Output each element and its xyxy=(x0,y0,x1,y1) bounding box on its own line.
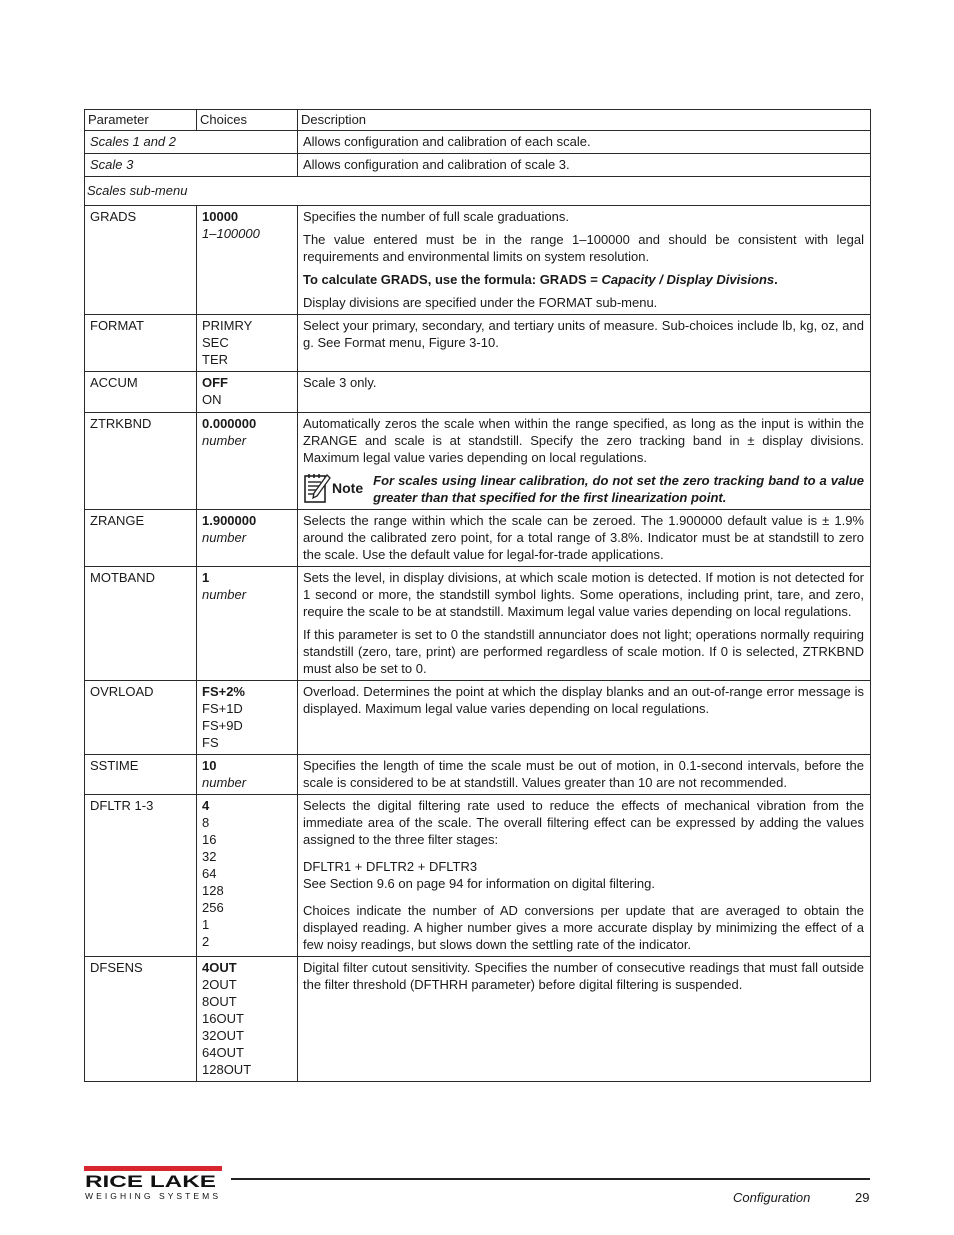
param-choices xyxy=(197,755,298,795)
submenu-row xyxy=(85,177,871,206)
intro-param: Scale 3 xyxy=(85,154,298,177)
choice-item: 64 xyxy=(202,866,217,881)
header-description: Description xyxy=(298,110,871,131)
logo-top-bar xyxy=(84,1166,222,1171)
parameter-table xyxy=(84,109,871,1082)
description-paragraph: The value entered must be in the range 1–100000 and should be consistent with legal requirements and environmental limits on system resolution. xyxy=(303,232,864,264)
param-description xyxy=(298,206,871,315)
choice-item: number xyxy=(202,433,247,448)
description-paragraph: Sets the level, in display divisions, at which scale motion is detected. If motion is not detected for 1 second or more, the standstill symbol lights. Some operations, including print, tare, and zero, require the scale to be at standstill. Maximum legal value varies depending on local regulations. xyxy=(303,570,864,619)
choice-item: number xyxy=(202,775,247,790)
param-name: ZTRKBND xyxy=(85,413,197,510)
note-text: For scales using linear calibration, do not set the zero tracking band to a value greater than that specified for the first linearization point. xyxy=(373,473,864,505)
formula-line: DFLTR1 + DFLTR2 + DFLTR3 xyxy=(303,859,478,874)
param-description xyxy=(298,681,871,755)
param-description xyxy=(298,957,871,1082)
param-name: FORMAT xyxy=(85,315,197,372)
choice-default: 1.900000 xyxy=(202,513,257,528)
description-paragraph: If this parameter is set to 0 the standstill annunciator does not light; operations normally requiring standstill (zero, tare, print) are performed regardless of scale motion. If 0 is selected, ZTRKBND must also be set to 0. xyxy=(303,627,864,676)
choice-default: 4OUT xyxy=(202,960,237,975)
param-description xyxy=(298,372,871,413)
param-description xyxy=(298,413,871,510)
choice-item: 128OUT xyxy=(202,1062,252,1077)
param-description xyxy=(298,795,871,957)
param-choices xyxy=(197,413,298,510)
choice-default: 0.000000 xyxy=(202,416,257,431)
description-paragraph: Display divisions are specified under the FORMAT sub-menu. xyxy=(303,295,658,310)
description-paragraph: Specifies the length of time the scale must be out of motion, in 0.1-second intervals, before the scale is considered to be at standstill. Values greater than 10 are not recommended. xyxy=(303,758,864,790)
table-row xyxy=(85,755,871,795)
description-paragraph: Specifies the number of full scale graduations. xyxy=(303,209,569,224)
choice-item: 64OUT xyxy=(202,1045,244,1060)
param-name: ACCUM xyxy=(85,372,197,413)
choice-default: FS+2% xyxy=(202,684,245,699)
note-badge xyxy=(303,472,363,504)
header-parameter: Parameter xyxy=(85,110,197,131)
param-description xyxy=(298,755,871,795)
description-paragraph: Digital filter cutout sensitivity. Specifies the number of consecutive readings that must fall outside the filter threshold (DFTHRH parameter) before digital filtering is suspended. xyxy=(303,960,864,992)
footer-page-number: 29 xyxy=(855,1190,870,1205)
choice-item: 1–100000 xyxy=(202,226,260,241)
param-name: MOTBAND xyxy=(85,567,197,681)
formula-lead: To calculate GRADS, use the formula: GRADS = xyxy=(303,272,602,287)
table-row xyxy=(85,372,871,413)
choice-default: 4 xyxy=(202,798,210,813)
choice-item: FS+9D xyxy=(202,718,243,733)
note-label: Note xyxy=(332,479,364,496)
formula-paragraph xyxy=(303,271,864,288)
formula-italic: Capacity / Display Divisions xyxy=(601,272,775,287)
choice-item: TER xyxy=(202,352,228,367)
choice-item: FS xyxy=(202,735,219,750)
param-description xyxy=(298,315,871,372)
choice-item: FS+1D xyxy=(202,701,243,716)
description-paragraph: Select your primary, secondary, and tertiary units of measure. Sub-choices include lb, kg, oz, and g. See Format menu, Figure 3-10. xyxy=(303,318,864,350)
param-description xyxy=(298,510,871,567)
formula-tail: . xyxy=(774,272,778,287)
table-row xyxy=(85,510,871,567)
param-choices xyxy=(197,510,298,567)
choice-item: 16 xyxy=(202,832,217,847)
param-name: ZRANGE xyxy=(85,510,197,567)
param-choices xyxy=(197,681,298,755)
description-paragraph: Choices indicate the number of AD conversions per update that are averaged to obtain the displayed reading. A higher number gives a more accurate display by minimizing the effect of a few noisy readings, but slows down the settling rate of the indicator. xyxy=(303,903,864,952)
choice-item: ON xyxy=(202,392,222,407)
table-row xyxy=(85,681,871,755)
choice-item: 32 xyxy=(202,849,217,864)
param-name: OVRLOAD xyxy=(85,681,197,755)
choice-item: 1 xyxy=(202,917,210,932)
table-row xyxy=(85,154,871,177)
choice-item: 2 xyxy=(202,934,210,949)
param-description xyxy=(298,567,871,681)
intro-param: Scales 1 and 2 xyxy=(85,131,298,154)
param-choices xyxy=(197,795,298,957)
param-choices xyxy=(197,372,298,413)
choice-default: 10 xyxy=(202,758,217,773)
table-row xyxy=(85,795,871,957)
choice-item: SEC xyxy=(202,335,229,350)
choice-default: 10000 xyxy=(202,209,239,224)
param-choices xyxy=(197,206,298,315)
intro-description: Allows configuration and calibration of each scale. xyxy=(298,131,871,154)
description-paragraph: Automatically zeros the scale when within the range specified, as long as the input is within the ZRANGE and scale is at standstill. Specify the zero tracking band in ± display divisions. Maximum legal value varies depending on local regulations. xyxy=(303,416,864,465)
param-choices xyxy=(197,957,298,1082)
description-paragraph: See Section 9.6 on page 94 for information on digital filtering. xyxy=(303,876,655,891)
param-name: GRADS xyxy=(85,206,197,315)
description-paragraph: Selects the range within which the scale can be zeroed. The 1.900000 default value is ± 1.9% around the calibrated zero point, for a total range of 3.8%. Indicator must be at standstill to zero the scale. Use the default value for legal-for-trade applications. xyxy=(303,513,864,562)
header-choices: Choices xyxy=(197,110,298,131)
footer-section-name: Configuration xyxy=(733,1190,811,1205)
choice-item: PRIMRY xyxy=(202,318,253,333)
choice-item: 32OUT xyxy=(202,1028,244,1043)
note-pad-icon xyxy=(303,472,331,504)
choice-item: 16OUT xyxy=(202,1011,244,1026)
choice-default: OFF xyxy=(202,375,228,390)
description-paragraph: Selects the digital filtering rate used to reduce the effects of mechanical vibration from the immediate area of the scale. The overall filtering effect can be expressed by adding the values assigned to the three filter stages: xyxy=(303,798,864,847)
table-row xyxy=(85,413,871,510)
param-choices xyxy=(197,315,298,372)
table-header-row xyxy=(85,110,871,131)
table-row xyxy=(85,131,871,154)
choice-item: number xyxy=(202,587,247,602)
table-row xyxy=(85,315,871,372)
param-name: DFSENS xyxy=(85,957,197,1082)
description-paragraph: Overload. Determines the point at which the display blanks and an out-of-range error message is displayed. Maximum legal value varies depending on local regulations. xyxy=(303,684,864,716)
note-box xyxy=(303,472,864,506)
intro-description: Allows configuration and calibration of scale 3. xyxy=(298,154,871,177)
choice-item: 256 xyxy=(202,900,224,915)
submenu-title: Scales sub-menu xyxy=(85,177,871,206)
param-name: DFLTR 1-3 xyxy=(85,795,197,957)
description-paragraph: Scale 3 only. xyxy=(303,375,377,390)
param-name: SSTIME xyxy=(85,755,197,795)
choice-default: 1 xyxy=(202,570,210,585)
logo-brand-text: RICE LAKE xyxy=(85,1172,216,1191)
choice-item: number xyxy=(202,530,247,545)
footer-rule xyxy=(231,1178,870,1180)
table-row xyxy=(85,206,871,315)
logo-sub-text: WEIGHING SYSTEMS xyxy=(85,1191,218,1200)
rice-lake-logo xyxy=(84,1166,222,1200)
table-row xyxy=(85,957,871,1082)
choice-item: 2OUT xyxy=(202,977,237,992)
choice-item: 8OUT xyxy=(202,994,237,1009)
choice-item: 128 xyxy=(202,883,224,898)
choice-item: 8 xyxy=(202,815,210,830)
table-row xyxy=(85,567,871,681)
param-choices xyxy=(197,567,298,681)
